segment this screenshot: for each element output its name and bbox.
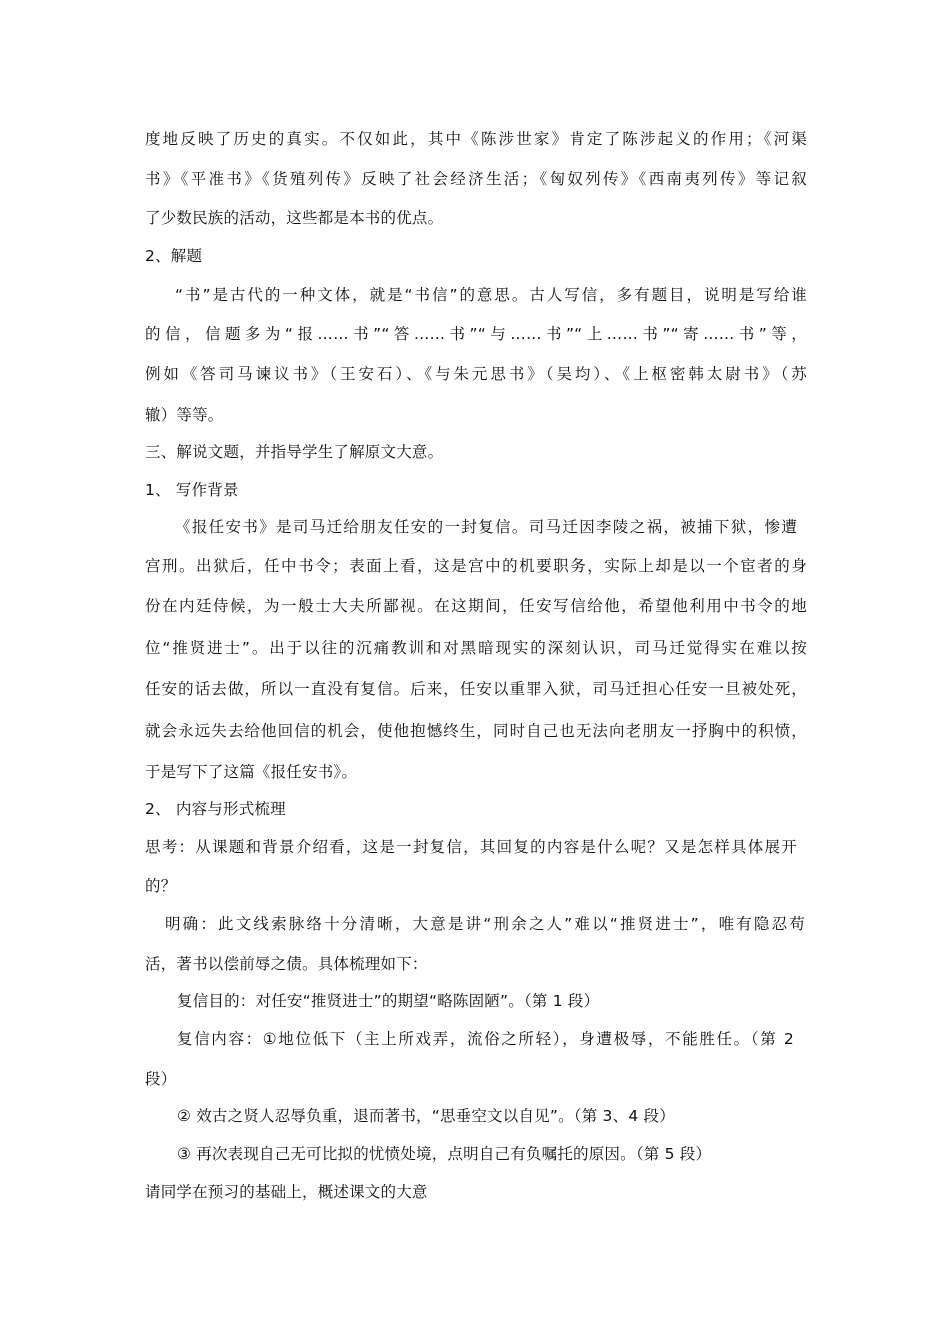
text-line: 例如《答司马谏议书》（王安石）、《与朱元思书》（吴均）、《上枢密韩太尉书》（苏 (145, 365, 807, 383)
text-line: ② 效古之贤人忍辱负重，退而著书，“思垂空文以自见”。（第 3、4 段） (177, 1107, 675, 1125)
text-line: 度地反映了历史的真实。不仅如此，其中《陈涉世家》肯定了陈涉起义的作用；《河渠 (145, 130, 807, 148)
text-line: 就会永远失去给他回信的机会，使他抱憾终生，同时自己也无法向老朋友一抒胸中的积愤， (145, 722, 807, 740)
text-line: 于是写下了这篇《报任安书》。 (145, 763, 358, 781)
text-line: 的信，信题多为“报……书”“答……书”“与……书”“上……书”“寄……书”等， (145, 325, 807, 343)
text-line: 活，著书以偿前辱之债。具体梳理如下： (145, 955, 428, 973)
section-heading: 1、 写作背景 (145, 481, 239, 499)
section-heading: 2、解题 (145, 247, 203, 265)
text-line: 了少数民族的活动，这些都是本书的优点。 (145, 209, 444, 227)
section-heading: 2、 内容与形式梳理 (145, 800, 286, 818)
text-line: 宫刑。出狱后，任中书令；表面上看，这是宫中的机要职务，实际上却是以一个宦者的身 (145, 557, 807, 575)
text-line: 思考：从课题和背景介绍看，这是一封复信，其回复的内容是什么呢？又是怎样具体展开 (145, 838, 797, 856)
text-line: “书”是古代的一种文体，就是“书信”的意思。古人写信，多有题目，说明是写给谁 (175, 286, 807, 304)
text-line: 明确：此文线索脉络十分清晰，大意是讲“刑余之人”难以“推贤进士”，唯有隐忍苟 (165, 915, 805, 933)
section-heading: 三、解说文题，并指导学生了解原文大意。 (145, 443, 444, 461)
text-line: 的？ (145, 877, 177, 895)
text-line: 位“推贤进士”。出于以往的沉痛教训和对黑暗现实的深刻认识，司马迁觉得实在难以按 (145, 639, 807, 657)
text-line: 辙）等等。 (145, 406, 224, 424)
text-line: ③ 再次表现自己无可比拟的忧愤处境，点明自己有负嘱托的原因。（第 5 段） (177, 1145, 712, 1163)
text-line: 任安的话去做，所以一直没有复信。后来，任安以重罪入狱，司马迁担心任安一旦被处死， (145, 680, 807, 698)
text-line: 复信目的：对任安“推贤进士”的期望“略陈固陋”。（第 1 段） (177, 992, 600, 1010)
text-line: 书》《平准书》《货殖列传》反映了社会经济生活；《匈奴列传》《西南夷列传》等记叙 (145, 170, 807, 188)
text-line: 段） (145, 1070, 177, 1088)
text-line: 请同学在预习的基础上，概述课文的大意 (145, 1183, 428, 1201)
text-line: 份在内廷侍候，为一般士大夫所鄙视。在这期间，任安写信给他，希望他利用中书令的地 (145, 597, 807, 615)
text-line: 复信内容：①地位低下（主上所戏弄，流俗之所轻），身遭极辱，不能胜任。（第 2 (177, 1030, 794, 1048)
text-line: 《报任安书》是司马迁给朋友任安的一封复信。司马迁因李陵之祸，被捕下狱，惨遭 (175, 518, 797, 536)
